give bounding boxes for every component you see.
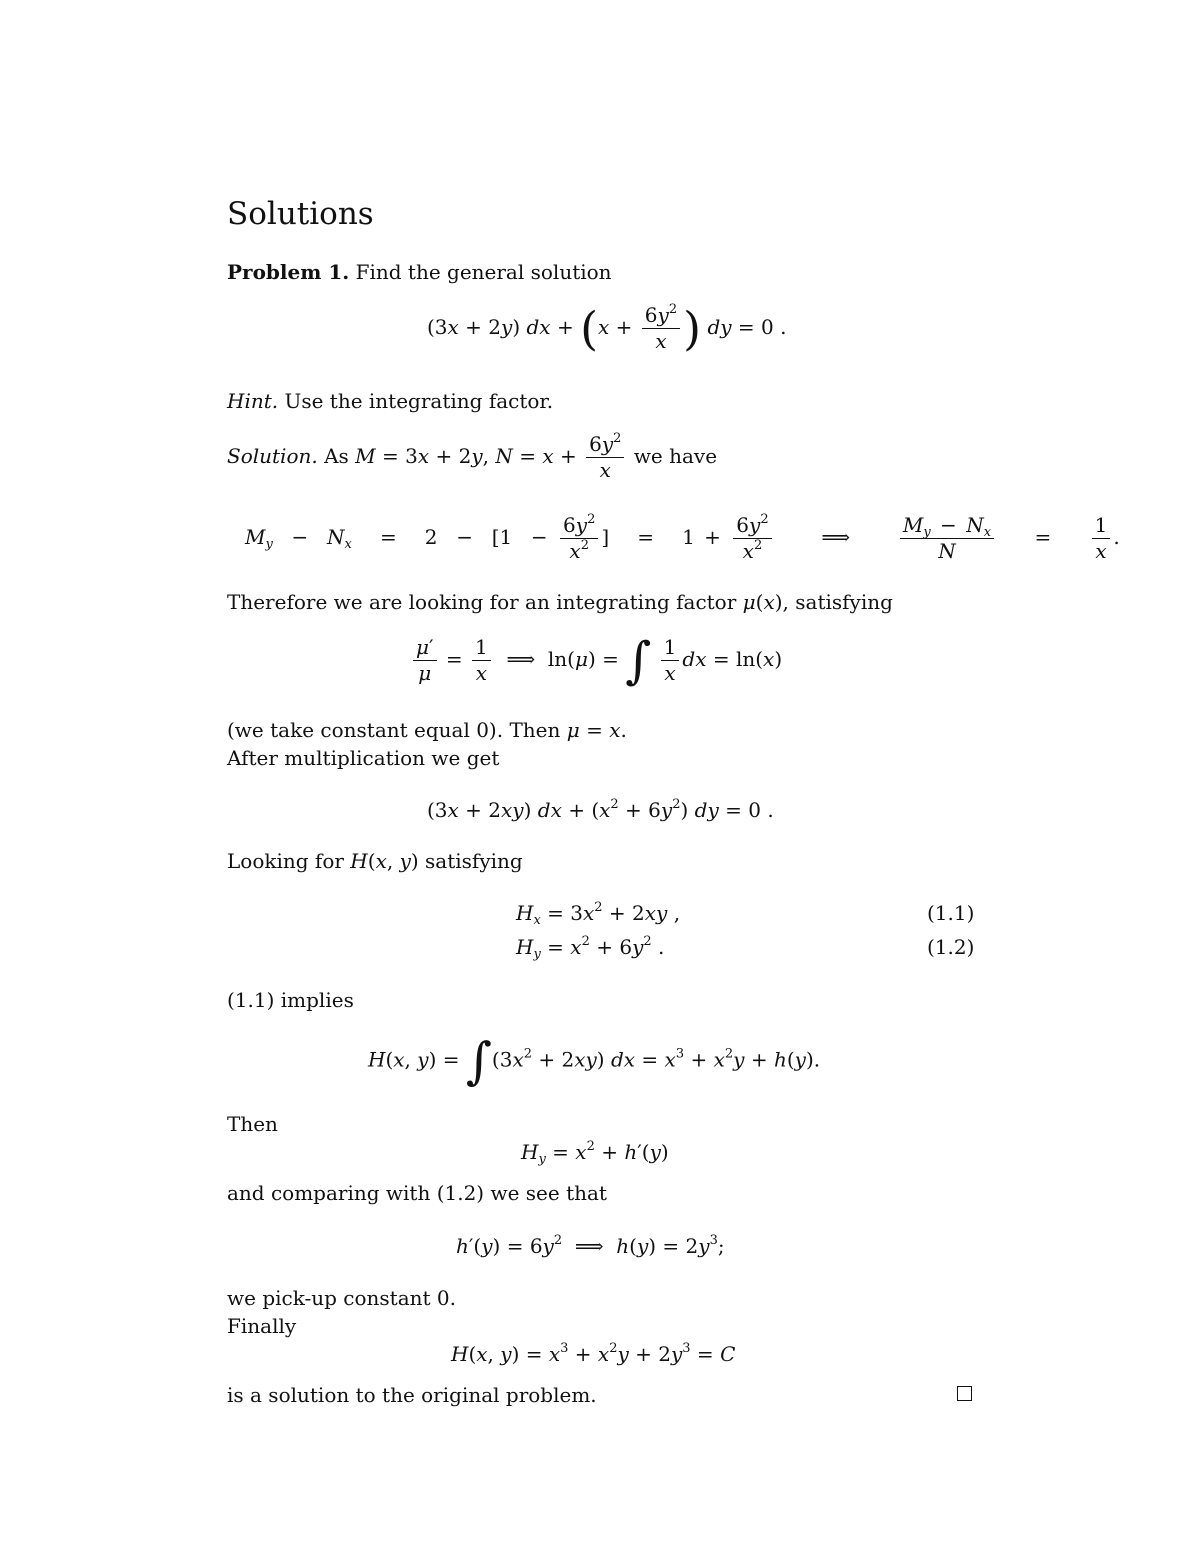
exact-equation: (3x + 2xy) dx + $(x^2 + 6y^2)$ dy = 0 .	[427, 797, 774, 822]
pickup-line: we pick-up constant 0.	[227, 1286, 456, 1310]
final-solution-equation: H(x, $y) = x^3 + x^2y + 2y^3 = C$	[451, 1341, 736, 1366]
constant-text: (we take constant equal 0). Then	[227, 718, 561, 742]
constant-line: (we take constant equal 0). Then μ = x.	[227, 718, 627, 742]
looking-for-text: Looking for	[227, 849, 344, 873]
hint-text: Use the integrating factor.	[284, 389, 554, 413]
equation-1-1: $H_x = 3x^2 + 2xy$ ,	[516, 900, 681, 928]
ode-equation: (3x + 2y) dx + (x + $\frac{6y^2}{x}$ ) dy = 0 .	[427, 301, 787, 356]
solution-as: As	[324, 444, 349, 468]
problem-statement: Find the general solution	[355, 260, 612, 284]
qed-square	[957, 1386, 972, 1401]
problem-statement-line	[227, 260, 612, 284]
finally-line: Finally	[227, 1314, 297, 1338]
satisfying2-text: satisfying	[425, 849, 523, 873]
solution-label: Solution.	[227, 444, 318, 468]
section-heading: Solutions	[227, 196, 374, 232]
integration-equation: H(x, $y) = \int(3x^2 + 2xy)$ dx = $x^3 + x^2y + h(y)$.	[368, 1032, 821, 1090]
hy-equation: $H_y = x^2 + h'(y)$	[521, 1139, 669, 1167]
hint-line	[227, 389, 553, 413]
integrating-factor-equation: $\frac{\mu'}{\mu}$ = $\frac{1}{x}$ ⟹ ln(μ) = ∫ $\frac{1}{x}$ dx = ln(x)	[410, 635, 782, 686]
comparing-line: and comparing with (1.2) we see that	[227, 1181, 607, 1205]
solution-line: Solution. As M = 3x + 2y, N = x + $\frac{6y^2}{x}$ we have	[227, 431, 718, 482]
problem-label: Problem 1.	[227, 260, 350, 284]
hint-label: Hint.	[227, 389, 279, 413]
after-multiplication-line: After multiplication we get	[227, 746, 500, 770]
h-derivative-equation: $h'(y) = 6y^2$ ⟹ $h(y) = 2y^3$;	[456, 1233, 725, 1258]
therefore-line: Therefore we are looking for an integrating factor μ(x), satisfying	[227, 590, 893, 614]
equation-1-2: $H_y = x^2 + 6y^2$ .	[516, 934, 665, 962]
looking-for-line: Looking for H(x, y) satisfying	[227, 849, 523, 873]
equation-number-1-2: (1.2)	[927, 935, 975, 959]
then-line: Then	[227, 1112, 278, 1136]
therefore-text: Therefore we are looking for an integrating factor	[227, 590, 737, 614]
satisfying-text: , satisfying	[782, 590, 893, 614]
solution-we-have: we have	[633, 444, 718, 468]
equation-number-1-1: (1.1)	[927, 901, 975, 925]
implies-line: (1.1) implies	[227, 988, 354, 1012]
conclusion-line: is a solution to the original problem.	[227, 1383, 597, 1407]
exactness-derivation: $M_y - N_x = 2 - [1$ − $\frac{6y^2}{x^2}$ ] = 1 + $\frac{6y^2}{x^2}$ ⟹ $\frac{M_y - N_x}{N}$ = $\frac{1}{x}$ .	[245, 512, 1120, 563]
